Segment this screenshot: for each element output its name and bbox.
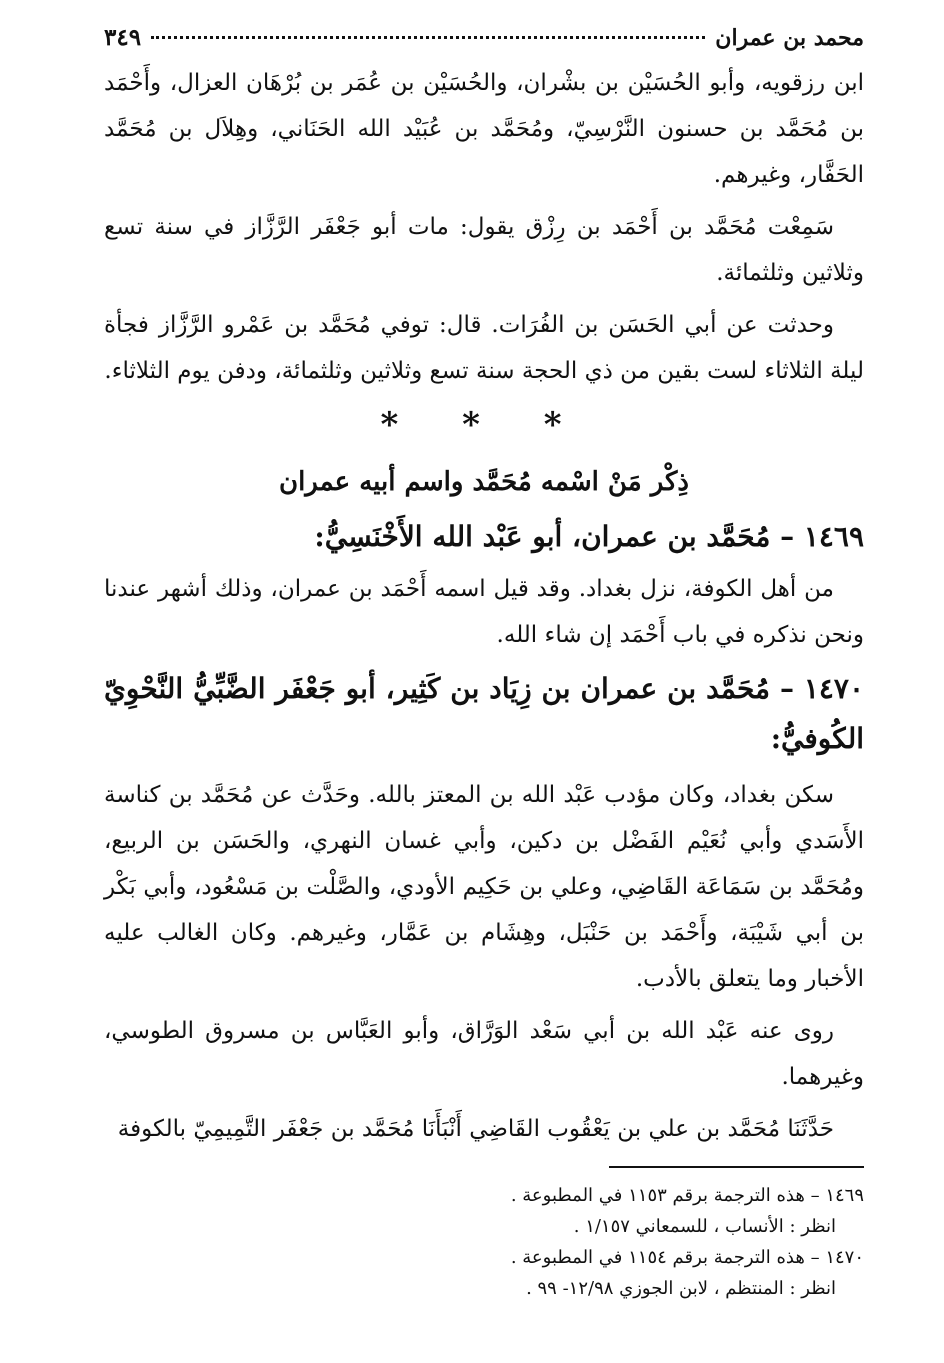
entry-1470-heading: ١٤٧٠ – مُحَمَّد بن عمران بن زِيَاد بن كَثِير، أبو جَعْفَر الضَّبِّيُّ النَّحْوِيّ الكُوفيُّ: <box>104 672 864 755</box>
book-page <box>104 24 864 1344</box>
entry-1470-paragraph-3: حَدَّثَنَا مُحَمَّد بن علي بن يَعْقُوب القَاضِي أَنْبَأَنَا مُحَمَّد بن جَعْفَر التَّمِيمِيّ بالكوفة <box>117 1116 834 1142</box>
entry-1469-paragraph: من أهل الكوفة، نزل بغداد. وقد قيل اسمه أَحْمَد بن عمران، وذلك أشهر عندنا ونحن نذكره في باب أَحْمَد إن شاء الله. <box>104 576 864 648</box>
footnotes <box>104 1180 864 1304</box>
footnote-divider <box>609 1166 864 1168</box>
page-header <box>104 24 864 60</box>
footnote-line: ١٤٧٠ – هذه الترجمة برقم ١١٥٤ في المطبوعة . <box>510 1247 864 1268</box>
paragraph-continuation: ابن رزقويه، وأبو الحُسَيْن بن بشْران، والحُسَيْن بن عُمَر بن بُرْهَان العزال، وأَحْمَد بن مُحَمَّد بن حسنون النَّرْسِيّ، ومُحَمَّد بن عُبَيْد الله الحَنَاني، وهِلاَل بن مُحَمَّد الحَفَّار، وغيرهم. <box>104 70 864 188</box>
entry-1470-paragraph-2: روى عنه عَبْد الله بن أبي سَعْد الوَرَّاق، وأبو العَبَّاس بن مسروق الطوسي، وغيرهما. <box>104 1018 864 1090</box>
footnote-line: انظر : المنتظم ، لابن الجوزي ١٢/٩٨- ٩٩ . <box>526 1278 836 1299</box>
footnote-line: ١٤٦٩ – هذه الترجمة برقم ١١٥٣ في المطبوعة . <box>510 1185 864 1206</box>
paragraph-death-report: سَمِعْت مُحَمَّد بن أَحْمَد بن رِزْق يقول: مات أبو جَعْفَر الرَّزَّاز في سنة تسع وثلاثين وثلثمائة. <box>104 214 864 286</box>
header-dot-leader <box>151 36 705 39</box>
entry-1469-heading: ١٤٦٩ – مُحَمَّد بن عمران، أبو عَبْد الله الأَخْنَسِيُّ: <box>314 520 864 553</box>
section-title: ذِكْر مَنْ اسْمه مُحَمَّد واسم أبيه عمران <box>278 467 690 497</box>
page-number: ٣٤٩ <box>104 24 142 51</box>
paragraph-death-date: وحدثت عن أبي الحَسَن بن الفُرَات. قال: توفي مُحَمَّد بن عَمْرو الرَّزَّاز فجأة ليلة الثلاثاء لست بقين من ذي الحجة سنة تسع وثلاثين وثلثمائة، ودفن يوم الثلاثاء. <box>104 312 864 384</box>
entry-1470-paragraph-1: سكن بغداد، وكان مؤدب عَبْد الله بن المعتز بالله. وحَدَّث عن مُحَمَّد بن كناسة الأَسَدي وأبي نُعَيْم الفَضْل بن دكين، وأبي غسان النهري، والحَسَن بن الربيع، ومُحَمَّد بن سَمَاعَة القَاضِي، وعلي بن حَكِيم الأودي، والصَّلْت بن مَسْعُود، وأبي بَكْر بن أبي شَيْبَة، وأَحْمَد بن حَنْبَل، وهِشَام بن عَمَّار، وغيرهم. وكان الغالب عليه الأخبار وما يتعلق بالأدب. <box>104 782 864 992</box>
section-separator: * * * <box>380 405 588 445</box>
footnote-line: انظر : الأنساب ، للسمعاني ١/١٥٧ . <box>573 1216 836 1237</box>
running-title: محمد بن عمران <box>715 25 864 51</box>
